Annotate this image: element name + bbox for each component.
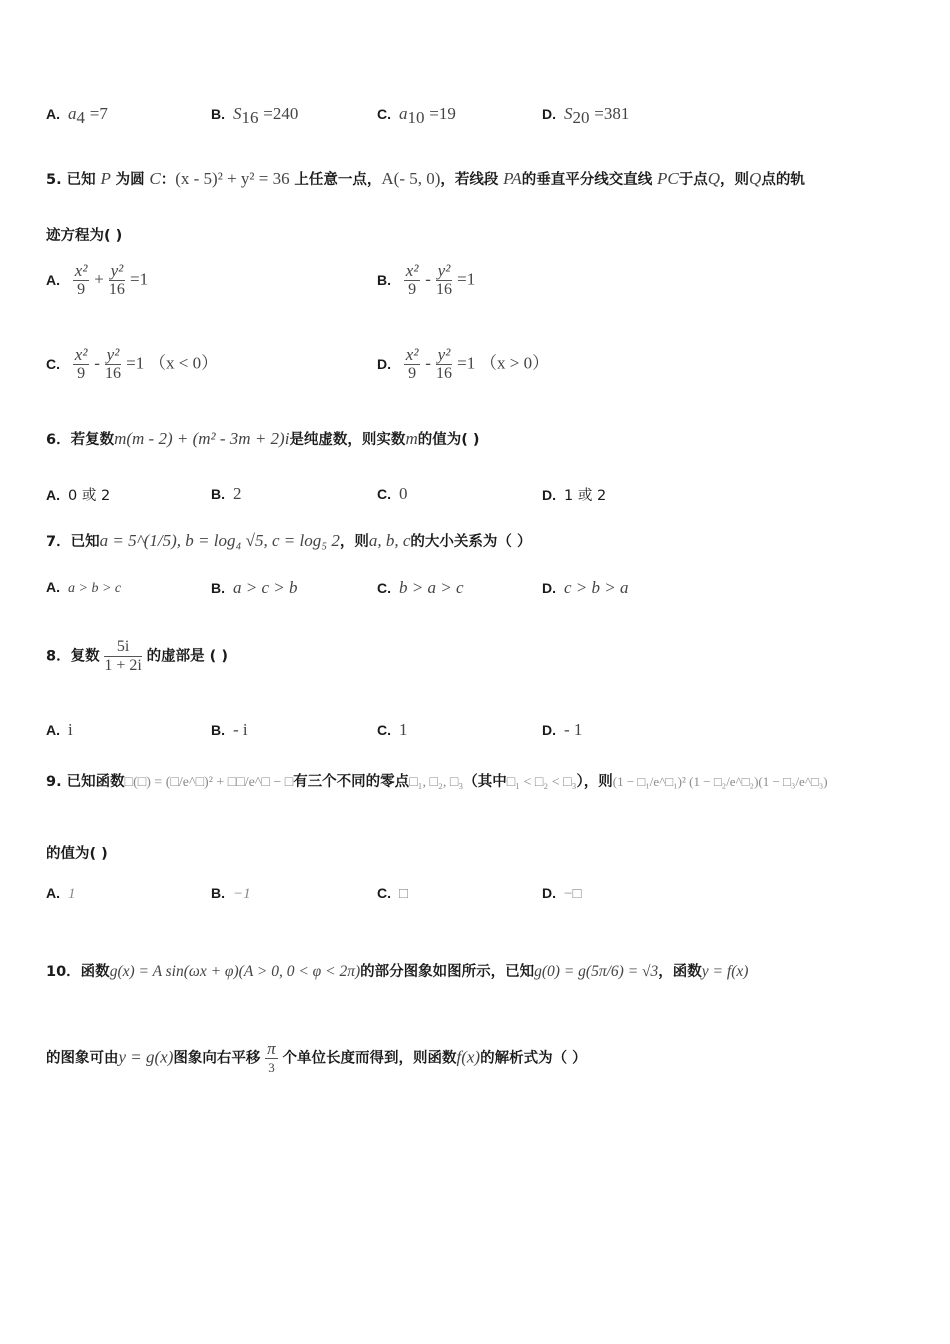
q4-option-c[interactable]: C. $a_{10} =19$ xyxy=(377,104,456,127)
q8-option-d[interactable]: D. - 1 xyxy=(542,720,583,739)
q9-stem-line2: 的值为( ) xyxy=(46,846,108,862)
q4-option-a[interactable]: A. $a_4 =7$ xyxy=(46,104,108,127)
q5-option-c[interactable]: C. $\frac{\text{x²}}{9}$ - $\frac{\text{y²}}{16}$ =1 （x < 0） xyxy=(46,345,219,382)
q8-option-c[interactable]: C. 1 xyxy=(377,720,408,739)
q6-option-c[interactable]: C. 0 xyxy=(377,484,408,503)
q9-option-c[interactable]: C. □ xyxy=(377,885,409,902)
q8-option-b[interactable]: B. - i xyxy=(211,720,248,739)
q8-stem: 8．复数 $\frac{5i}{1 + 2i}$ 的虚部是 ( ) xyxy=(46,638,228,674)
q7-stem: 7．已知a = 5^(1/5), b = log₄ √5, c = log₅ 2，则a, b, c的大小关系为（ ） xyxy=(46,531,532,550)
q5-option-d[interactable]: D. $\frac{\text{x²}}{9}$ - $\frac{\text{y²}}{16}$ =1 （x > 0） xyxy=(377,345,550,382)
q6-option-b[interactable]: B. 2 xyxy=(211,484,242,503)
q10-stem-line2: 的图象可由y = g(x)图象向右平移 $\frac{\pi}{3}$ 个单位长度而得到，则函数f(x)的解析式为（ ） xyxy=(46,1039,587,1075)
q7-option-a[interactable]: A. a > b > c xyxy=(46,579,122,596)
q9-option-d[interactable]: D. −□ xyxy=(542,885,582,902)
q6-stem: 6．若复数m(m - 2) + (m² - 3m + 2)i是纯虚数，则实数m的值为( ) xyxy=(46,429,480,448)
q9-option-a[interactable]: A. 1 xyxy=(46,885,76,902)
q5-option-b[interactable]: B. $\frac{\text{x²}}{9}$ - $\frac{\text{y²}}{16}$ =1 xyxy=(377,261,476,298)
q9-option-b[interactable]: B. −1 xyxy=(211,885,251,902)
q7-option-c[interactable]: C. b > a > c xyxy=(377,578,464,597)
q10-stem: 10．函数g(x) = A sin(ωx + φ)(A > 0, 0 < φ < 2π)的部分图象如图所示，已知g(0) = g(5π/6) = √3，函数y = f(x) xyxy=(46,963,749,980)
q6-option-a[interactable]: A. 0 或 2 xyxy=(46,487,111,504)
q9-stem: 9. 已知函数□(□) = (□/e^□)² + □□/e^□ − □有三个不同的零点□₁, □₂, □₃（其中□₁ < □₂ < □₃），则(1 − □₁/e^□₁)² (1 − □₂/e^□₂)(1 − □₃/e^□₃) xyxy=(46,774,828,790)
q4-option-b[interactable]: B. $S_{16} =240$ xyxy=(211,104,299,127)
q5-stem: 5. 已知 P 为圆 C：(x - 5)² + y² = 36 上任意一点，A(- 5, 0)，若线段 PA的垂直平分线交直线 PC于点Q，则Q点的轨 xyxy=(46,169,805,188)
q6-option-d[interactable]: D. 1 或 2 xyxy=(542,487,607,504)
q4-option-d[interactable]: D. $S_{20} =381$ xyxy=(542,104,630,127)
q5-stem-line2: 迹方程为( ) xyxy=(46,228,123,244)
option-label: A. xyxy=(46,106,60,122)
q5-option-a[interactable]: A. $\frac{\text{x²}}{9}$ + $\frac{\text{y²}}{16}$ =1 xyxy=(46,261,149,298)
q7-option-b[interactable]: B. a > c > b xyxy=(211,578,298,597)
q8-option-a[interactable]: A. i xyxy=(46,720,73,739)
q7-option-d[interactable]: D. c > b > a xyxy=(542,578,629,597)
